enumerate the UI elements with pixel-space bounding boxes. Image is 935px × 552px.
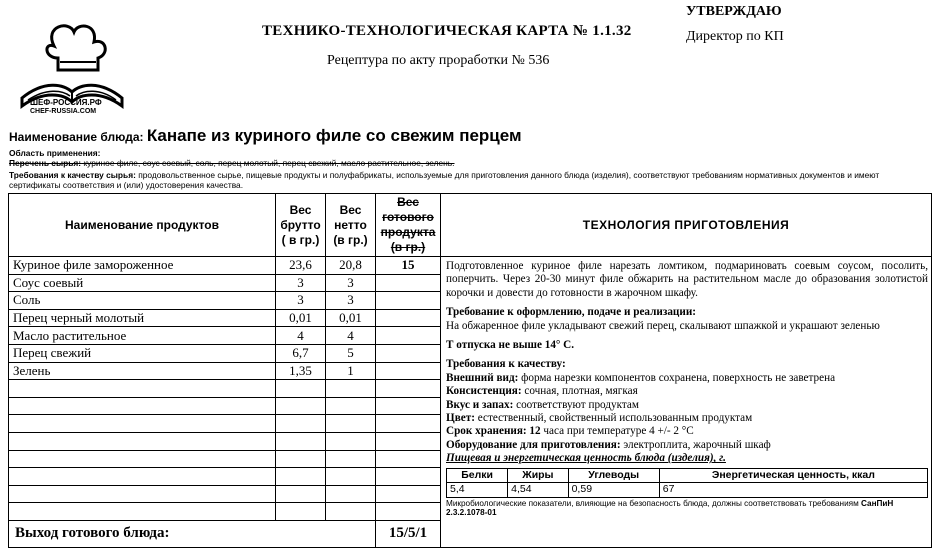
gross-cell <box>276 415 326 433</box>
net-cell: 0,01 <box>326 309 376 327</box>
gross-cell: 0,01 <box>276 309 326 327</box>
ready-cell <box>376 309 441 327</box>
gross-cell <box>276 468 326 486</box>
col-tech-header: ТЕХНОЛОГИЯ ПРИГОТОВЛЕНИЯ <box>441 194 932 257</box>
product-cell: Перец свежий <box>9 344 276 362</box>
card-title: ТЕХНИКО-ТЕХНОЛОГИЧЕСКАЯ КАРТА № 1.1.32 <box>262 23 632 39</box>
net-cell: 20,8 <box>326 257 376 275</box>
output-value: 15/5/1 <box>376 520 441 547</box>
product-cell <box>9 450 276 468</box>
quality-heading: Требования к качеству: <box>446 358 566 371</box>
net-cell <box>326 450 376 468</box>
equipment: Оборудование для приготовления: электроплита, жарочный шкаф <box>446 438 771 451</box>
col-ready-header <box>376 194 441 257</box>
net-cell: 4 <box>326 327 376 345</box>
gross-cell <box>276 380 326 398</box>
nutrition-values-row <box>447 483 928 497</box>
nutri-carbs-header: Углеводы <box>568 468 659 482</box>
product-cell: Зелень <box>9 362 276 380</box>
scope-line <box>9 148 100 158</box>
nutri-energy-value: 67 <box>659 483 927 497</box>
raw-list-label: Перечень сырья: <box>9 158 82 168</box>
gross-cell: 4 <box>276 327 326 345</box>
table-header-row <box>9 194 932 257</box>
nutri-fat-header: Жиры <box>508 468 568 482</box>
net-cell <box>326 380 376 398</box>
ready-cell <box>376 327 441 345</box>
quality-text: продовольственное сырье, пищевые продукты и полуфабрикаты, используемые для приготовления данного блюда (изделия), соответствуют требованиям нормативных документов и имеют <box>135 170 880 180</box>
gross-cell <box>276 503 326 521</box>
net-cell <box>326 432 376 450</box>
ready-cell: 15 <box>376 257 441 275</box>
serve-text: На обжаренное филе укладывают свежий перец, скалывают шпажкой и украшают зеленью <box>446 319 880 332</box>
output-label: Выход готового блюда: <box>9 520 376 547</box>
nutri-energy-header: Энергетическая ценность, ккал <box>659 468 927 482</box>
dish-name: Канапе из куриного филе со свежим перцем <box>146 126 522 145</box>
dish-heading <box>9 126 522 146</box>
product-cell <box>9 503 276 521</box>
col-product-header: Наименование продуктов <box>9 194 276 257</box>
gross-cell <box>276 397 326 415</box>
nutrition-header-row <box>447 468 928 482</box>
nutri-protein-header: Белки <box>447 468 508 482</box>
nutrition-table <box>446 468 928 498</box>
quality-label: Требования к качеству сырья: <box>9 170 136 180</box>
ready-cell <box>376 397 441 415</box>
ready-cell <box>376 344 441 362</box>
quality-color: Цвет: естественный, свойственный использованным продуктам <box>446 412 753 425</box>
quality-taste: Вкус и запах: соответствуют продуктам <box>446 398 639 411</box>
prep-text: Подготовленное куриное филе нарезать ломтиком, подмариновать соевым соусом, посолить, поперчить. Через 20-30 минут филе обжарить на растительном масле до образования золотистой корочки и довести до готовности в жарочном шкафу. <box>446 260 928 299</box>
serve-temp: Т отпуска не выше 14° С. <box>446 339 575 352</box>
product-cell <box>9 380 276 398</box>
nutri-fat-value: 4,54 <box>508 483 568 497</box>
net-cell: 3 <box>326 274 376 292</box>
gross-cell: 1,35 <box>276 362 326 380</box>
serve-heading: Требование к оформлению, подаче и реализации: <box>446 306 696 319</box>
gross-cell: 6,7 <box>276 344 326 362</box>
storage-term: Срок хранения: 12 часа при температуре 4 +/- 2 °С <box>446 425 694 438</box>
net-cell <box>326 397 376 415</box>
ready-cell <box>376 503 441 521</box>
nutri-carbs-value: 0,59 <box>568 483 659 497</box>
ready-header-text: Вес готового продукта (в гр.) <box>380 195 436 254</box>
dish-label: Наименование блюда: <box>9 130 147 144</box>
approve-label: УТВЕРЖДАЮ <box>686 4 782 19</box>
product-cell: Соль <box>9 292 276 310</box>
product-cell <box>9 432 276 450</box>
recipe-table <box>8 193 932 548</box>
quality-line <box>9 170 879 180</box>
gross-cell: 3 <box>276 292 326 310</box>
ready-cell <box>376 485 441 503</box>
recipe-table-body <box>9 194 932 548</box>
net-cell <box>326 485 376 503</box>
product-cell: Соус соевый <box>9 274 276 292</box>
raw-list-line <box>9 158 455 168</box>
table-row <box>9 257 932 275</box>
product-cell <box>9 415 276 433</box>
raw-list-text: куриное филе, соус соевый, соль, перец молотый, перец свежий, масло растительное, зелень. <box>81 158 455 168</box>
net-cell <box>326 468 376 486</box>
logo-site-ru: ШЕФ-РОССИЯ.РФ <box>30 98 102 107</box>
ready-cell <box>376 468 441 486</box>
net-cell <box>326 503 376 521</box>
ready-cell <box>376 432 441 450</box>
product-cell: Перец черный молотый <box>9 309 276 327</box>
nutri-protein-value: 5,4 <box>447 483 508 497</box>
micro-requirements: Микробиологические показатели, влияющие на безопасность блюда, должны соответствовать требованиям СанПиН 2.3.2.1078-01 <box>446 498 894 517</box>
quality-consistency: Консистенция: сочная, плотная, мягкая <box>446 385 638 398</box>
quality-appearance: Внешний вид: форма нарезки компонентов сохранена, поверхность не заветрена <box>446 371 836 384</box>
approve-role: Директор по КП <box>686 29 784 44</box>
net-cell: 5 <box>326 344 376 362</box>
net-cell: 3 <box>326 292 376 310</box>
net-cell <box>326 415 376 433</box>
product-cell: Куриное филе замороженное <box>9 257 276 275</box>
ready-cell <box>376 450 441 468</box>
scope-label: Область применения: <box>9 148 101 158</box>
product-cell: Масло растительное <box>9 327 276 345</box>
nutrition-heading: Пищевая и энергетическая ценность блюда (изделия), г. <box>446 452 726 465</box>
gross-cell: 3 <box>276 274 326 292</box>
net-cell: 1 <box>326 362 376 380</box>
ready-cell <box>376 292 441 310</box>
ready-cell <box>376 415 441 433</box>
product-cell <box>9 485 276 503</box>
product-cell <box>9 468 276 486</box>
ready-cell <box>376 274 441 292</box>
gross-cell <box>276 485 326 503</box>
logo-site-com: CHEF-RUSSIA.COM <box>30 108 97 115</box>
ready-cell <box>376 380 441 398</box>
technology-cell <box>441 257 932 548</box>
gross-cell <box>276 450 326 468</box>
quality-line-2: сертификаты соответствия и (или) удостоверения качества. <box>9 180 244 190</box>
product-cell <box>9 397 276 415</box>
col-gross-header: Вес брутто ( в гр.) <box>276 194 326 257</box>
ready-cell <box>376 362 441 380</box>
card-subtitle: Рецептура по акту проработки № 536 <box>327 53 550 68</box>
gross-cell: 23,6 <box>276 257 326 275</box>
gross-cell <box>276 432 326 450</box>
col-net-header: Вес нетто (в гр.) <box>326 194 376 257</box>
